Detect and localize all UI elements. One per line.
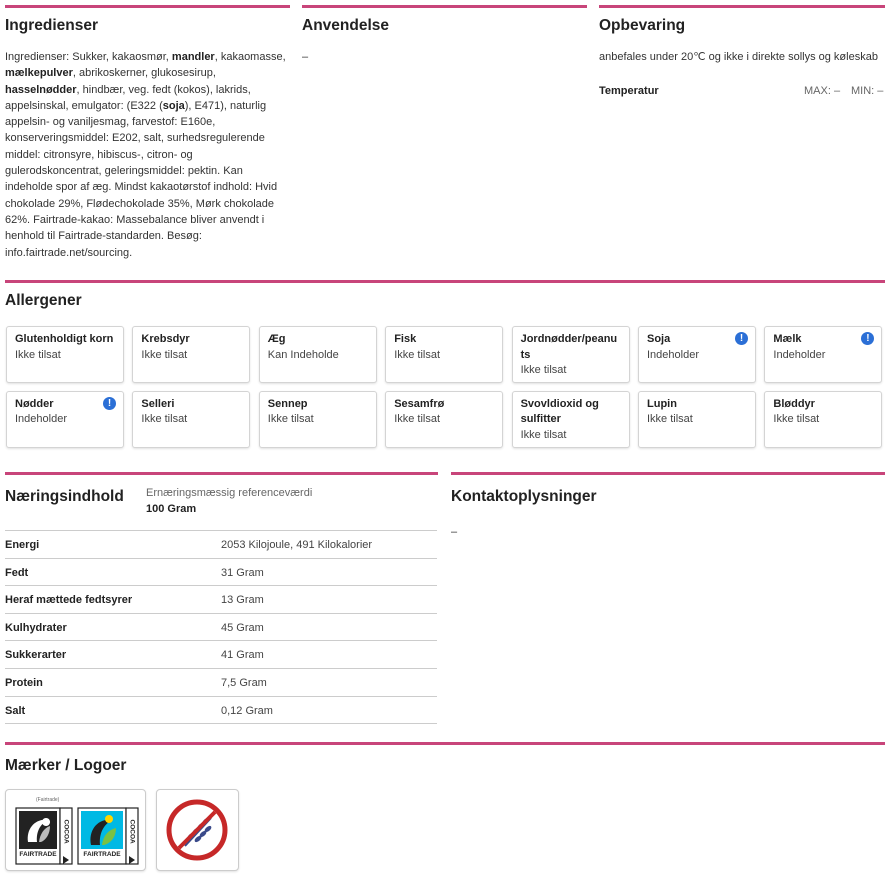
allergen-status: Ikke tilsat bbox=[520, 364, 567, 376]
nutrition-ref-label: Ernæringsmæssig referenceværdi bbox=[146, 487, 313, 499]
nutrition-row bbox=[5, 614, 437, 642]
allergen-card bbox=[512, 326, 630, 383]
allergen-card bbox=[6, 326, 124, 383]
fairtrade-logo bbox=[5, 789, 146, 871]
allergen-name-line: Svovldioxid og bbox=[520, 397, 599, 410]
storage-temperature-row bbox=[599, 85, 885, 101]
allergen-card bbox=[638, 391, 756, 448]
nutrition-row bbox=[5, 697, 437, 725]
usage-text: – bbox=[302, 51, 309, 63]
temperature-min: MIN: – bbox=[851, 85, 884, 98]
cocoa-label-left: COCOA bbox=[62, 819, 70, 844]
allergen-status: Ikke tilsat bbox=[15, 348, 61, 361]
usage-title: Anvendelse bbox=[302, 17, 390, 34]
nutrition-value: 2053 Kilojoule, 491 Kilokalorier bbox=[221, 539, 373, 551]
allergen-status: Indeholder bbox=[15, 413, 67, 425]
allergen-card bbox=[385, 391, 503, 448]
allergen-name: Bløddyr bbox=[773, 397, 815, 410]
nutrition-value: 41 Gram bbox=[221, 649, 264, 662]
allergen-status: Indeholder bbox=[773, 348, 826, 361]
allergen-card bbox=[638, 326, 756, 383]
info-icon[interactable]: ! bbox=[861, 332, 874, 345]
nutrition-section bbox=[5, 472, 438, 526]
allergen-name bbox=[521, 332, 621, 363]
allergen-card bbox=[6, 391, 124, 448]
allergen-name: Mælk bbox=[773, 333, 802, 345]
ingredients-title: Ingredienser bbox=[5, 17, 99, 34]
allergen-card bbox=[764, 326, 882, 383]
storage-title: Opbevaring bbox=[599, 17, 686, 34]
allergen-status: Ikke tilsat bbox=[773, 413, 820, 425]
nutrition-title: Næringsindhold bbox=[5, 488, 124, 505]
nutrition-value: 0,12 Gram bbox=[221, 704, 273, 717]
allergen-name: Nødder bbox=[15, 397, 54, 410]
allergen-name bbox=[521, 397, 621, 428]
fairtrade-label-left: FAIRTRADE bbox=[19, 851, 57, 858]
gluten-free-logo-icon bbox=[157, 790, 238, 870]
ingredient-text-part: , abrikoskerner, glukosesirup, bbox=[72, 67, 216, 80]
allergen-name: Fisk bbox=[394, 333, 417, 345]
logos-title: Mærker / Logoer bbox=[5, 757, 127, 774]
allergens-title: Allergener bbox=[5, 292, 82, 309]
fairtrade-label-right: FAIRTRADE bbox=[83, 851, 121, 858]
nutrition-row bbox=[5, 559, 437, 587]
nutrition-value: 7,5 Gram bbox=[221, 677, 267, 689]
ingredient-text-part: , kakaomasse, bbox=[214, 51, 286, 63]
contact-text: – bbox=[451, 526, 458, 538]
storage-section bbox=[599, 5, 885, 115]
info-icon[interactable]: ! bbox=[735, 332, 748, 345]
nutrition-key: Heraf mættede fedtsyrer bbox=[5, 594, 133, 607]
nutrition-value: 45 Gram bbox=[221, 621, 264, 634]
ingredient-allergen-highlight: hasselnødder bbox=[5, 83, 77, 96]
allergen-status: Indeholder bbox=[647, 348, 699, 361]
allergen-status: Ikke tilsat bbox=[267, 413, 314, 425]
nutrition-key: Energi bbox=[5, 539, 40, 551]
nutrition-row bbox=[5, 641, 437, 669]
nutrition-value: 13 Gram bbox=[221, 594, 264, 607]
nutrition-key: Protein bbox=[5, 677, 43, 689]
gluten-free-logo bbox=[156, 789, 239, 871]
contact-section bbox=[451, 472, 885, 552]
allergen-name: Sesamfrø bbox=[394, 397, 445, 410]
temperature-max: MAX: – bbox=[804, 85, 841, 98]
allergen-card bbox=[512, 391, 630, 448]
allergen-card bbox=[132, 391, 250, 448]
cocoa-label-right: COCOA bbox=[128, 819, 136, 844]
allergen-name: Soja bbox=[647, 333, 671, 345]
allergen-name-line: Jordnødder/peanu bbox=[520, 333, 618, 345]
logos-section bbox=[5, 742, 885, 782]
allergen-card bbox=[259, 326, 377, 383]
usage-section bbox=[302, 5, 587, 105]
allergen-status: Ikke tilsat bbox=[141, 348, 188, 361]
contact-title: Kontaktoplysninger bbox=[451, 488, 597, 505]
allergen-status: Kan Indeholde bbox=[267, 348, 339, 361]
fairtrade-cocoa-logo-icon bbox=[6, 790, 145, 870]
fairtrade-top-text: (Fairtrade) bbox=[36, 797, 60, 803]
allergen-status: Ikke tilsat bbox=[647, 413, 693, 425]
ingredients-section bbox=[5, 5, 290, 275]
allergen-name: Lupin bbox=[647, 397, 677, 410]
allergen-status: Ikke tilsat bbox=[141, 413, 188, 425]
allergen-name: Krebsdyr bbox=[141, 333, 190, 345]
ingredients-text bbox=[5, 49, 288, 261]
ingredient-text-part: ), E471), naturlig appelsin- og vaniljesmag, farvestof: E160e, konserveringsmiddel: E202, salt, surhedsregulerende middel: citronsyre, hibiscus-, citron- og gulerodskoncentrat, geleringsmiddel: pektin. Kan indeholde spor af æg. Mindst kakaotørstof indhold: Hvid chokolade 29%, Flødechokolade 35%, Mørk chokolade 62%. Fairtrade-kakao: Massebalance bliver anvendt i henhold til Fairtrade-standarden. Besøg: info.fairtrade.net/sourcing. bbox=[5, 99, 278, 259]
ingredient-allergen-highlight: mandler bbox=[171, 51, 215, 63]
temperature-label: Temperatur bbox=[599, 85, 659, 98]
allergen-name: Glutenholdigt korn bbox=[15, 333, 114, 345]
nutrition-key: Fedt bbox=[5, 566, 29, 579]
allergen-card bbox=[132, 326, 250, 383]
allergen-name: Æg bbox=[267, 333, 286, 345]
ingredient-text-part: , hindbær, veg. fedt (kokos), lakrids, appelsinskal, emulgator: (E322 ( bbox=[5, 83, 251, 112]
nutrition-ref-amount: 100 Gram bbox=[146, 503, 197, 515]
nutrition-key: Kulhydrater bbox=[5, 621, 67, 634]
allergen-status: Ikke tilsat bbox=[520, 428, 567, 441]
ingredient-allergen-highlight: soja bbox=[162, 99, 185, 112]
allergen-card bbox=[259, 391, 377, 448]
allergen-status: Ikke tilsat bbox=[394, 413, 441, 425]
allergen-status: Ikke tilsat bbox=[394, 348, 441, 361]
nutrition-key: Sukkerarter bbox=[5, 649, 67, 662]
allergen-name: Sennep bbox=[267, 397, 308, 410]
storage-text: anbefales under 20℃ og ikke i direkte sollys og køleskab bbox=[599, 51, 878, 63]
allergen-name-line: sulfitter bbox=[520, 413, 561, 425]
ingredient-allergen-highlight: mælkepulver bbox=[5, 67, 73, 80]
ingredient-text-part: Ingredienser: Sukker, kakaosmør, bbox=[5, 51, 172, 63]
nutrition-row bbox=[5, 669, 437, 697]
info-icon[interactable]: ! bbox=[103, 397, 116, 410]
allergen-name: Selleri bbox=[141, 397, 175, 410]
nutrition-row bbox=[5, 586, 437, 614]
nutrition-key: Salt bbox=[5, 704, 26, 717]
allergen-card bbox=[764, 391, 882, 448]
nutrition-row bbox=[5, 531, 437, 559]
nutrition-value: 31 Gram bbox=[221, 566, 264, 579]
allergen-card bbox=[385, 326, 503, 383]
allergen-name-line: ts bbox=[520, 348, 531, 361]
